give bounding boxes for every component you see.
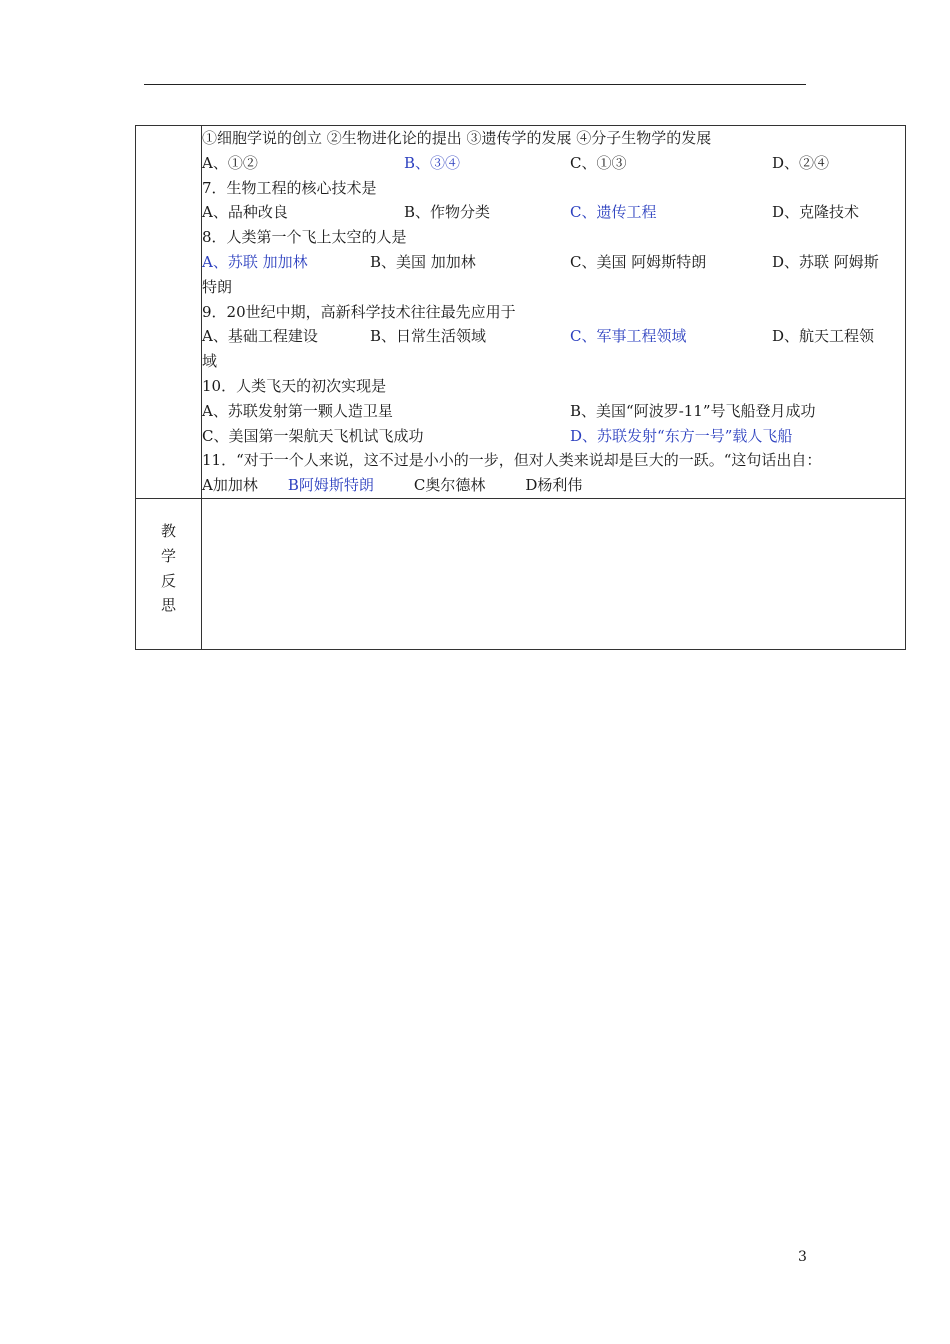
- q7-stem: 7．生物工程的核心技术是: [202, 178, 377, 197]
- q8-option-d: D、苏联 阿姆斯: [772, 252, 879, 271]
- q9-stem: 9．20世纪中期，高新科学技术往往最先应用于: [202, 302, 516, 321]
- q10-option-b: B、美国“阿波罗-11”号飞船登月成功: [570, 401, 816, 420]
- q8-stem: 8．人类第一个飞上太空的人是: [202, 228, 407, 247]
- reflection-label-char: 教: [160, 521, 176, 540]
- reflection-label-char: 思: [160, 596, 176, 615]
- q10-option-c: C、美国第一架航天飞机试飞成功: [202, 426, 424, 445]
- q8-option-c: C、美国 阿姆斯特朗: [570, 252, 707, 271]
- q11-options: [202, 473, 905, 498]
- questions-label-cell: [136, 126, 202, 499]
- questions-row: [136, 126, 906, 499]
- q11-option-a: A加加林: [202, 476, 258, 495]
- q9-options: [202, 324, 905, 349]
- q6-option-c: C、①③: [570, 153, 627, 172]
- q10-option-a: A、苏联发射第一颗人造卫星: [202, 401, 393, 420]
- q6-options: [202, 151, 905, 176]
- q6-option-a: A、①②: [202, 153, 258, 172]
- q8-option-a: A、苏联 加加林: [202, 252, 308, 271]
- q9-option-d-wrap: 域: [202, 352, 218, 371]
- questions-cell: [202, 126, 906, 499]
- q10-stem: 10．人类飞天的初次实现是: [202, 376, 387, 395]
- reflection-label-char: 反: [160, 571, 176, 590]
- q11-option-b: B阿姆斯特朗: [287, 476, 374, 495]
- q8-options: [202, 250, 905, 275]
- page-number: 3: [798, 1249, 807, 1265]
- reflection-label-char: 学: [160, 546, 176, 565]
- reflection-content-cell: [202, 498, 906, 649]
- q11-stem: 11．“对于一个人来说，这不过是小小的一步，但对人类来说却是巨大的一跃。“这句话出自：: [202, 451, 822, 470]
- q8-option-d-wrap: 特朗: [202, 277, 233, 296]
- worksheet-table: [135, 125, 906, 650]
- q6-option-b: B、③④: [404, 153, 461, 172]
- q10-option-d: D、苏联发射“东方一号”载人飞船: [570, 426, 793, 445]
- q7-options: [202, 200, 905, 225]
- q8-option-b: B、美国 加加林: [370, 252, 476, 271]
- header-rule: [144, 84, 806, 85]
- q9-option-d: D、航天工程领: [772, 327, 875, 346]
- q7-option-b: B、作物分类: [404, 203, 491, 222]
- q9-option-c: C、军事工程领域: [570, 327, 687, 346]
- q9-option-b: B、日常生活领域: [370, 327, 487, 346]
- q10-options-ab: [202, 399, 905, 424]
- q9-option-a: A、基础工程建设: [202, 327, 318, 346]
- reflection-row: [136, 498, 906, 649]
- q6-items: ①细胞学说的创立 ②生物进化论的提出 ③遗传学的发展 ④分子生物学的发展: [202, 129, 712, 147]
- reflection-label-cell: [136, 498, 202, 649]
- q10-options-cd: [202, 424, 905, 449]
- q11-option-c: C奥尔德林: [413, 476, 486, 495]
- q7-option-d: D、克隆技术: [772, 203, 860, 222]
- q6-option-d: D、②④: [772, 153, 830, 172]
- q7-option-c: C、遗传工程: [570, 203, 657, 222]
- q11-option-d: D杨利伟: [525, 476, 583, 495]
- q7-option-a: A、品种改良: [202, 203, 288, 222]
